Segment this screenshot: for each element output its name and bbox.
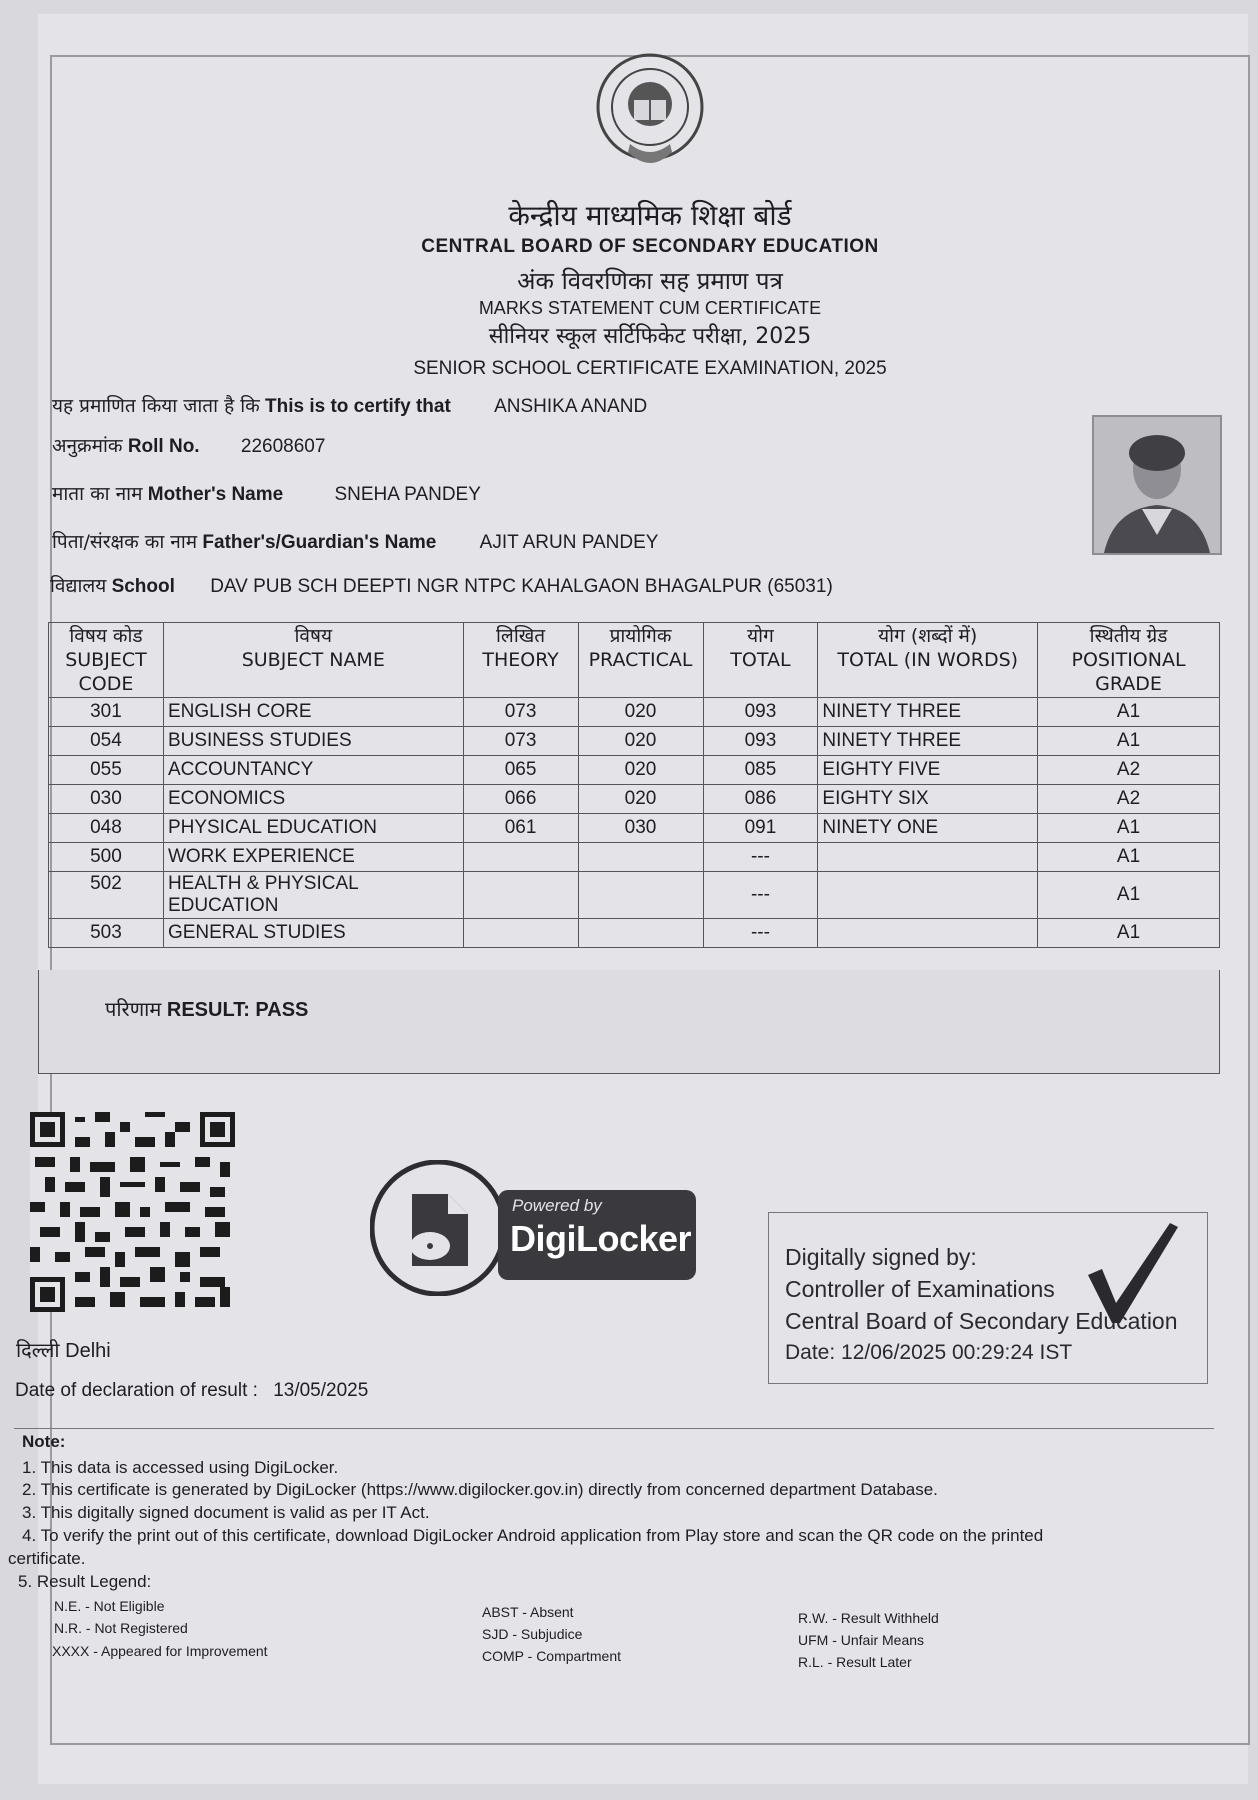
result-line: परिणाम RESULT: PASS — [105, 997, 309, 1021]
header-total-words: योग (शब्दों में) TOTAL (IN WORDS) — [818, 623, 1038, 698]
digilocker-powered-by: Powered by — [512, 1196, 602, 1215]
exam-title: SENIOR SCHOOL CERTIFICATE EXAMINATION, 2025 — [413, 358, 887, 379]
table-row: 500 WORK EXPERIENCE --- A1 — [49, 843, 1220, 872]
legend-item: N.R. - Not Registered — [54, 1620, 188, 1636]
header-subject-code: विषय कोड SUBJECT CODE — [49, 623, 164, 698]
checkmark-icon — [1080, 1215, 1180, 1325]
result-box — [38, 970, 1220, 1074]
student-name: ANSHIKA ANAND — [494, 396, 648, 417]
place: दिल्ली Delhi — [16, 1338, 111, 1362]
cbse-emblem-icon — [590, 52, 710, 182]
roll-number: 22608607 — [240, 436, 326, 457]
table-row: 055 ACCOUNTANCY 065 020 085 EIGHTY FIVE A2 — [49, 756, 1220, 785]
note-item: 1. This data is accessed using DigiLocker. — [22, 1458, 339, 1477]
signature-line-1: Digitally signed by: — [785, 1244, 977, 1270]
board-title: CENTRAL BOARD OF SECONDARY EDUCATION — [421, 236, 879, 257]
person-silhouette-icon — [1094, 417, 1220, 553]
table-row: 048 PHYSICAL EDUCATION 061 030 091 NINETY ONE A1 — [49, 814, 1220, 843]
legend-item: N.E. - Not Eligible — [54, 1598, 165, 1614]
board-title-hindi: केन्द्रीय माध्यमिक शिक्षा बोर्ड — [508, 199, 792, 232]
declaration-date-line: Date of declaration of result : 13/05/2025 — [15, 1380, 369, 1401]
document-title: MARKS STATEMENT CUM CERTIFICATE — [478, 298, 822, 318]
school-name: DAV PUB SCH DEEPTI NGR NTPC KAHALGAON BHAGALPUR (65031) — [210, 576, 833, 597]
mother-name-line: माता का नाम Mother's Name SNEHA PANDEY — [52, 483, 481, 505]
signature-date: Date: 12/06/2025 00:29:24 IST — [785, 1341, 1073, 1364]
note-item: 3. This digitally signed document is valid as per IT Act. — [22, 1503, 430, 1522]
table-row: 503 GENERAL STUDIES --- A1 — [49, 919, 1220, 948]
header-practical: प्रायोगिक PRACTICAL — [578, 623, 703, 698]
notes-title: Note: — [22, 1432, 66, 1451]
school-line: विद्यालय School DAV PUB SCH DEEPTI NGR NTPC KAHALGAON BHAGALPUR (65031) — [50, 575, 833, 597]
legend-item: R.L. - Result Later — [798, 1654, 912, 1670]
header-total: योग TOTAL — [703, 623, 818, 698]
qr-code-icon[interactable] — [30, 1112, 235, 1312]
father-name-line: पिता/संरक्षक का नाम Father's/Guardian's Name AJIT ARUN PANDEY — [52, 531, 659, 553]
father-name: AJIT ARUN PANDEY — [479, 532, 659, 553]
table-row: 502 HEALTH & PHYSICAL EDUCATION --- A1 — [49, 872, 1220, 919]
result-value: PASS — [255, 999, 309, 1021]
note-item: 4. To verify the print out of this certificate, download DigiLocker Android application from Play store and scan the QR code on the printed — [22, 1526, 1044, 1545]
signature-line-2: Controller of Examinations — [785, 1276, 1055, 1302]
certify-line: यह प्रमाणित किया जाता है कि This is to certify that ANSHIKA ANAND — [52, 395, 648, 417]
exam-title-hindi: सीनियर स्कूल सर्टिफिकेट परीक्षा, 2025 — [488, 324, 812, 349]
table-header-row — [49, 623, 1220, 698]
table-row: 054 BUSINESS STUDIES 073 020 093 NINETY THREE A1 — [49, 727, 1220, 756]
note-item: certificate. — [8, 1549, 86, 1568]
note-item: 2. This certificate is generated by DigiLocker (https://www.digilocker.gov.in) directly from concerned department Database. — [22, 1480, 938, 1499]
table-row: 030 ECONOMICS 066 020 086 EIGHTY SIX A2 — [49, 785, 1220, 814]
header-subject-name: विषय SUBJECT NAME — [163, 623, 463, 698]
declaration-date: 13/05/2025 — [273, 1380, 369, 1401]
legend-item: SJD - Subjudice — [482, 1626, 583, 1642]
legend-item: UFM - Unfair Means — [798, 1632, 925, 1648]
table-row: 301 ENGLISH CORE 073 020 093 NINETY THREE A1 — [49, 698, 1220, 727]
legend-item: COMP - Compartment — [482, 1648, 621, 1664]
legend-item: R.W. - Result Withheld — [798, 1610, 939, 1626]
digilocker-brand: DigiLocker — [510, 1218, 692, 1259]
roll-number-line: अनुक्रमांक Roll No. 22608607 — [52, 435, 326, 457]
header-theory: लिखित THEORY — [463, 623, 578, 698]
legend-item: ABST - Absent — [482, 1604, 574, 1620]
signature-line-3: Central Board of Secondary Education — [785, 1308, 1178, 1334]
marks-table — [48, 622, 1220, 948]
legend-item: XXXX - Appeared for Improvement — [52, 1643, 268, 1659]
document-title-hindi: अंक विवरणिका सह प्रमाण पत्र — [517, 267, 783, 295]
mother-name: SNEHA PANDEY — [334, 484, 481, 505]
student-photo — [1092, 415, 1222, 555]
digilocker-badge — [370, 1160, 700, 1296]
header-positional-grade: स्थितीय ग्रेड POSITIONAL GRADE — [1038, 623, 1220, 698]
note-item: 5. Result Legend: — [18, 1572, 152, 1591]
